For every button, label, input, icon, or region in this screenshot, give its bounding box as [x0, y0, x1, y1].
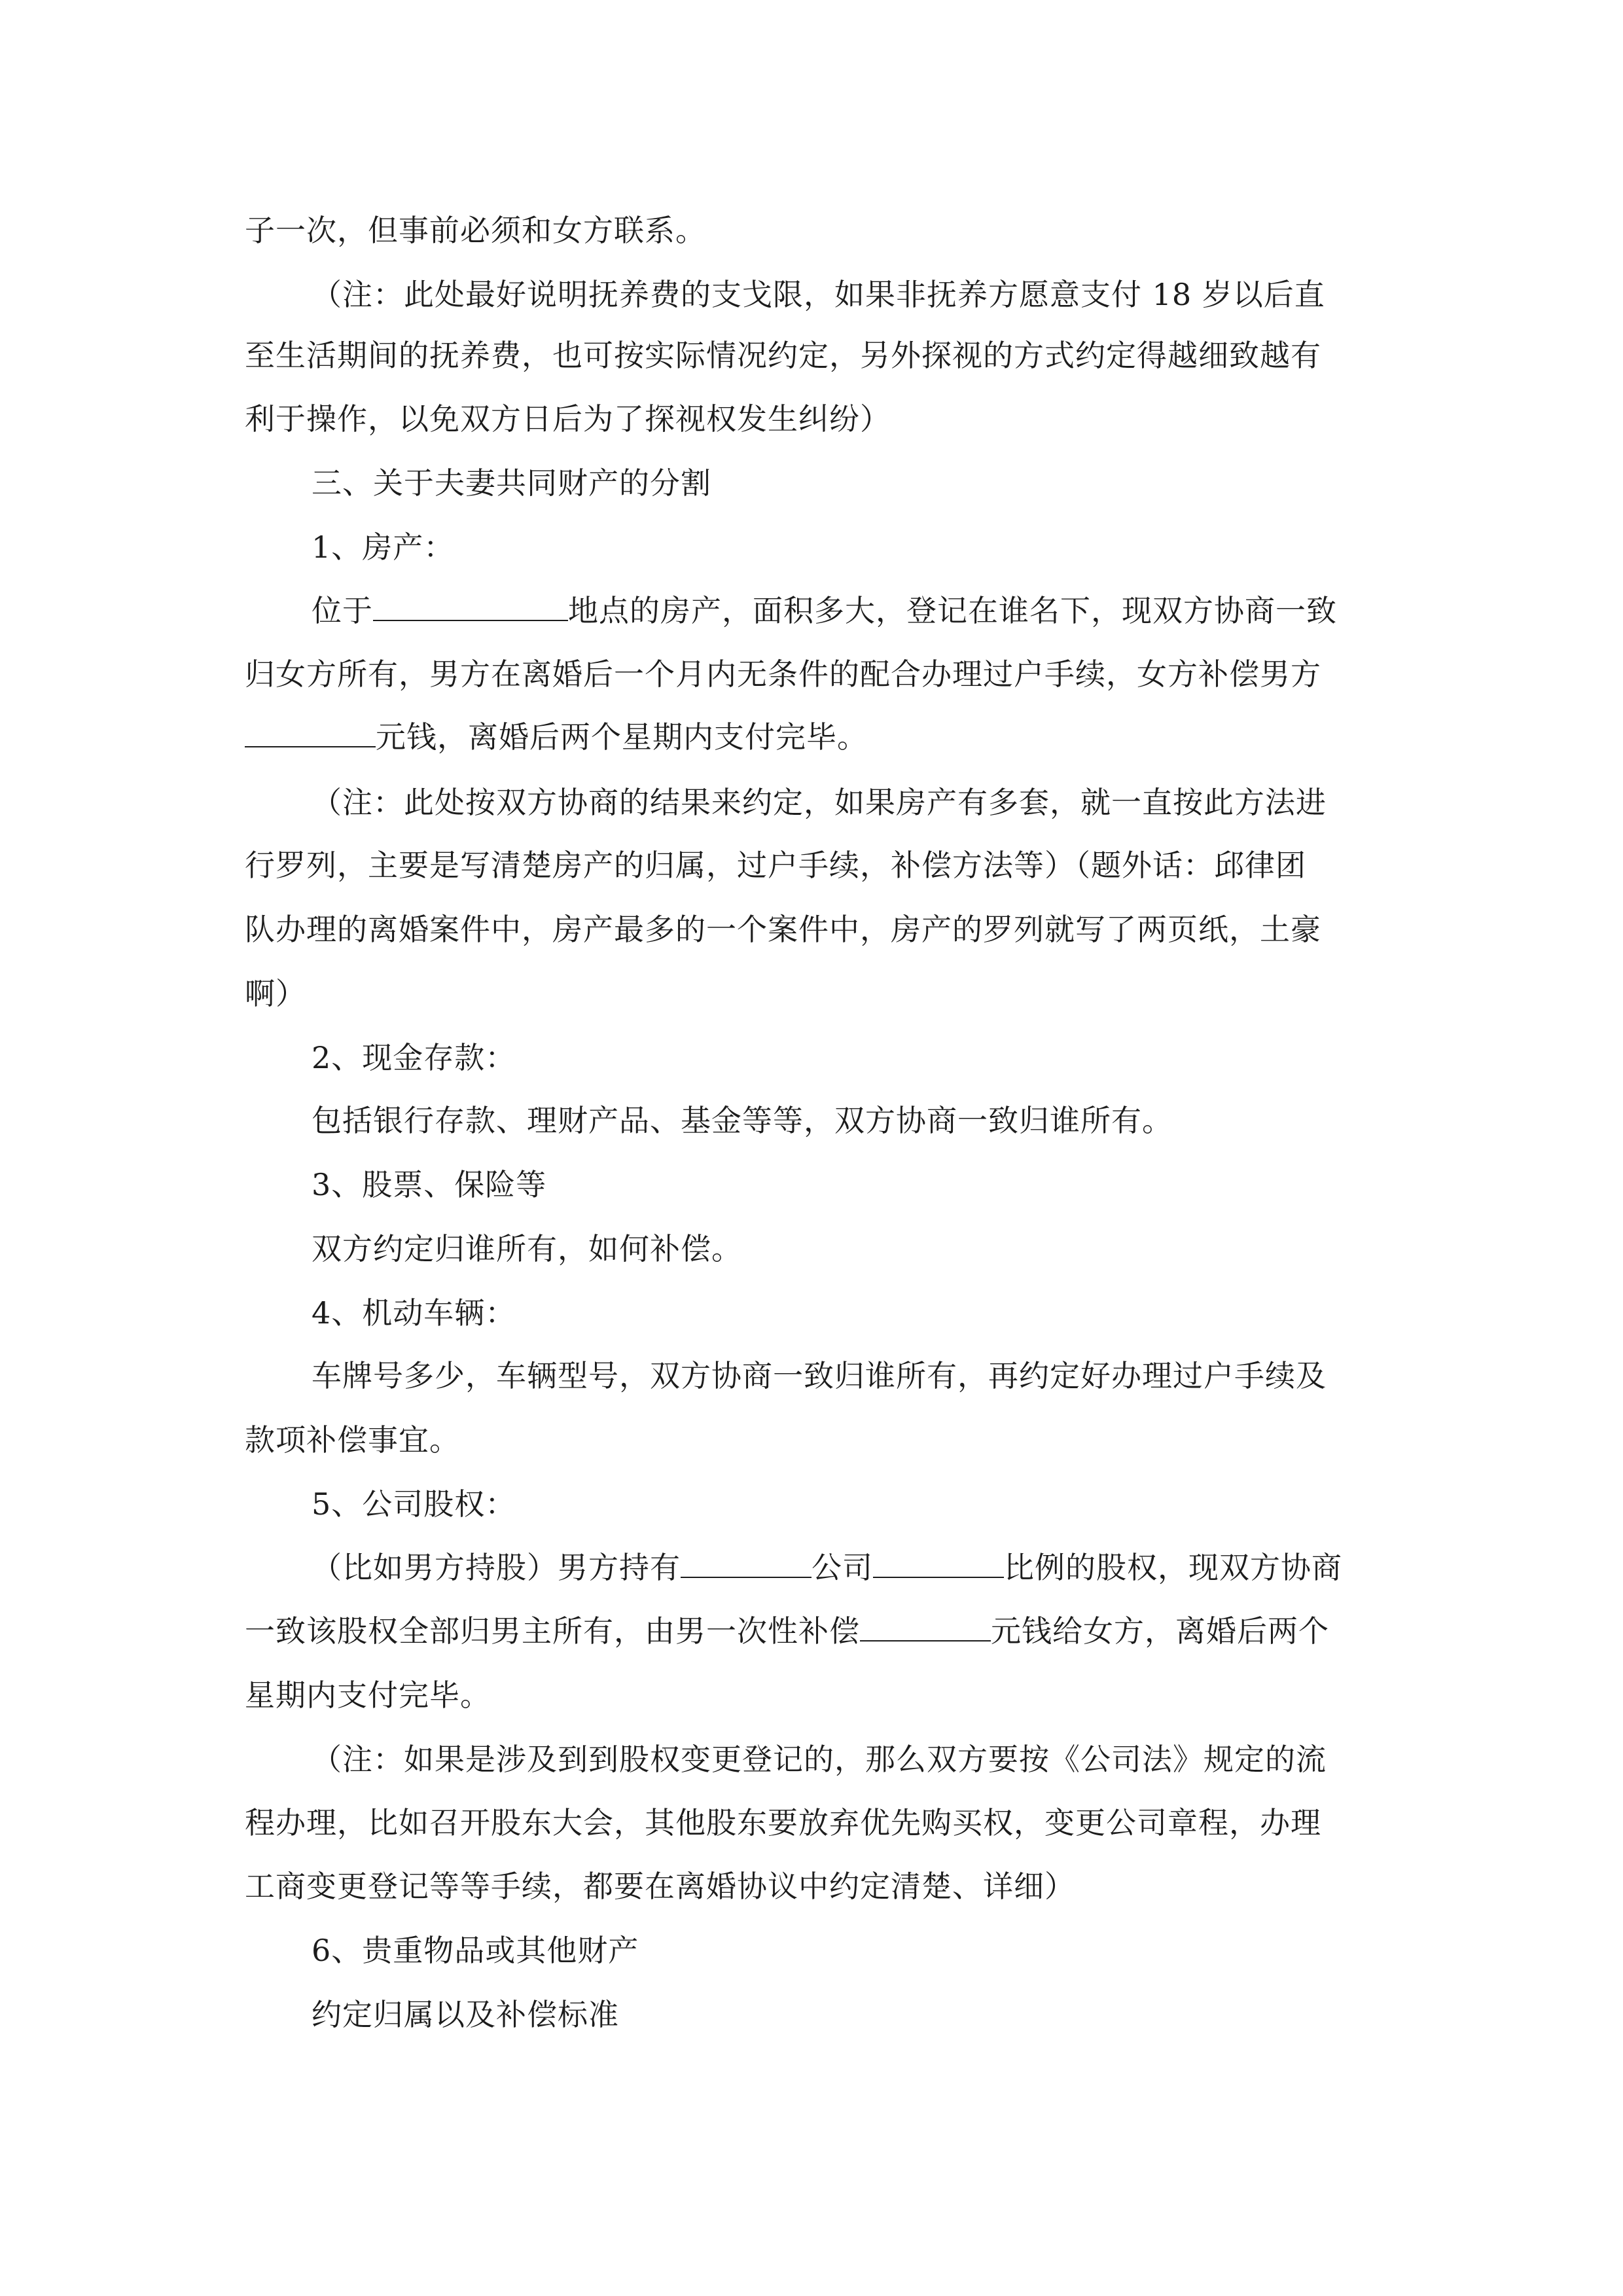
paragraph-line	[312, 1548, 1342, 1587]
text-run: 元钱，离婚后两个星期内支付完毕。	[376, 719, 868, 755]
note-line	[312, 275, 1325, 314]
subsection-heading	[312, 1484, 516, 1524]
note-line	[245, 1867, 1075, 1906]
text-run: 3、股票、保险等	[312, 1167, 547, 1202]
note-line	[245, 336, 1321, 375]
paragraph-line	[245, 211, 706, 250]
text-run: 归女方所有，男方在离婚后一个月内无条件的配合办理过户手续，女方补偿男方	[245, 656, 1321, 692]
subsection-heading	[312, 528, 454, 567]
section-heading	[312, 463, 711, 503]
text-run: 行罗列，主要是写清楚房产的归属，过户手续，补偿方法等）（题外话：邱律团	[245, 848, 1306, 883]
note-line	[245, 910, 1321, 949]
text-run: （比如男方持股）男方持有	[312, 1550, 681, 1585]
paragraph-line	[245, 717, 868, 757]
text-run: 5、公司股权：	[312, 1486, 516, 1522]
text-run: 公司	[812, 1550, 873, 1585]
note-line	[245, 1803, 1321, 1842]
blank-underline	[873, 1551, 1004, 1578]
text-run: 位于	[312, 593, 373, 628]
text-run: 约定归属以及补偿标准	[312, 1997, 619, 2032]
paragraph-line	[312, 1995, 619, 2034]
blank-underline	[860, 1614, 991, 1641]
note-line	[312, 1740, 1327, 1779]
blank-underline	[373, 594, 568, 621]
subsection-heading	[312, 1038, 516, 1077]
subsection-heading	[312, 1165, 546, 1204]
blank-underline	[245, 720, 376, 747]
text-run: （注：此处最好说明抚养费的支戈限，如果非抚养方愿意支付 18 岁以后直	[312, 277, 1325, 312]
text-run: 三、关于夫妻共同财产的分割	[312, 465, 711, 501]
text-run: 地点的房产，面积多大，登记在谁名下，现双方协商一致	[568, 593, 1337, 628]
text-run: 车牌号多少，车辆型号，双方协商一致归谁所有，再约定好办理过户手续及	[312, 1358, 1327, 1393]
paragraph-line	[245, 655, 1321, 694]
text-run: 星期内支付完毕。	[245, 1677, 491, 1713]
text-run: （注：此处按双方协商的结果来约定，如果房产有多套，就一直按此方法进	[312, 785, 1327, 820]
paragraph-line	[312, 591, 1337, 630]
note-line	[245, 974, 306, 1013]
text-run: 一致该股权全部归男主所有，由男一次性补偿	[245, 1613, 860, 1649]
text-run: 2、现金存款：	[312, 1040, 516, 1075]
text-run: 6、贵重物品或其他财产	[312, 1933, 639, 1968]
blank-underline	[681, 1551, 812, 1578]
text-run: 元钱给女方，离婚后两个	[991, 1613, 1329, 1649]
paragraph-line	[312, 1229, 742, 1268]
text-run: 双方约定归谁所有，如何补偿。	[312, 1231, 742, 1266]
text-run: 程办理，比如召开股东大会，其他股东要放弃优先购买权，变更公司章程，办理	[245, 1805, 1321, 1840]
paragraph-line	[312, 1356, 1327, 1395]
text-run: 啊）	[245, 976, 306, 1011]
text-run: 工商变更登记等等手续，都要在离婚协议中约定清楚、详细）	[245, 1869, 1075, 1904]
note-line	[245, 846, 1306, 885]
text-run: 包括银行存款、理财产品、基金等等，双方协商一致归谁所有。	[312, 1103, 1173, 1138]
paragraph-line	[245, 1676, 491, 1715]
note-line	[245, 399, 891, 439]
subsection-heading	[312, 1293, 516, 1333]
text-run: 4、机动车辆：	[312, 1295, 516, 1331]
text-run: 1、房产：	[312, 529, 455, 565]
note-line	[312, 783, 1327, 822]
paragraph-line	[245, 1611, 1329, 1651]
text-run: 款项补偿事宜。	[245, 1422, 460, 1458]
subsection-heading	[312, 1931, 639, 1970]
paragraph-line	[312, 1101, 1173, 1140]
text-run: 利于操作，以免双方日后为了探视权发生纠纷）	[245, 401, 891, 437]
text-run: 队办理的离婚案件中，房产最多的一个案件中，房产的罗列就写了两页纸，土豪	[245, 912, 1321, 947]
paragraph-line	[245, 1420, 460, 1460]
text-run: （注：如果是涉及到到股权变更登记的，那么双方要按《公司法》规定的流	[312, 1742, 1327, 1777]
text-run: 比例的股权，现双方协商	[1004, 1550, 1342, 1585]
text-run: 子一次，但事前必须和女方联系。	[245, 213, 706, 248]
text-run: 至生活期间的抚养费，也可按实际情况约定，另外探视的方式约定得越细致越有	[245, 338, 1321, 373]
